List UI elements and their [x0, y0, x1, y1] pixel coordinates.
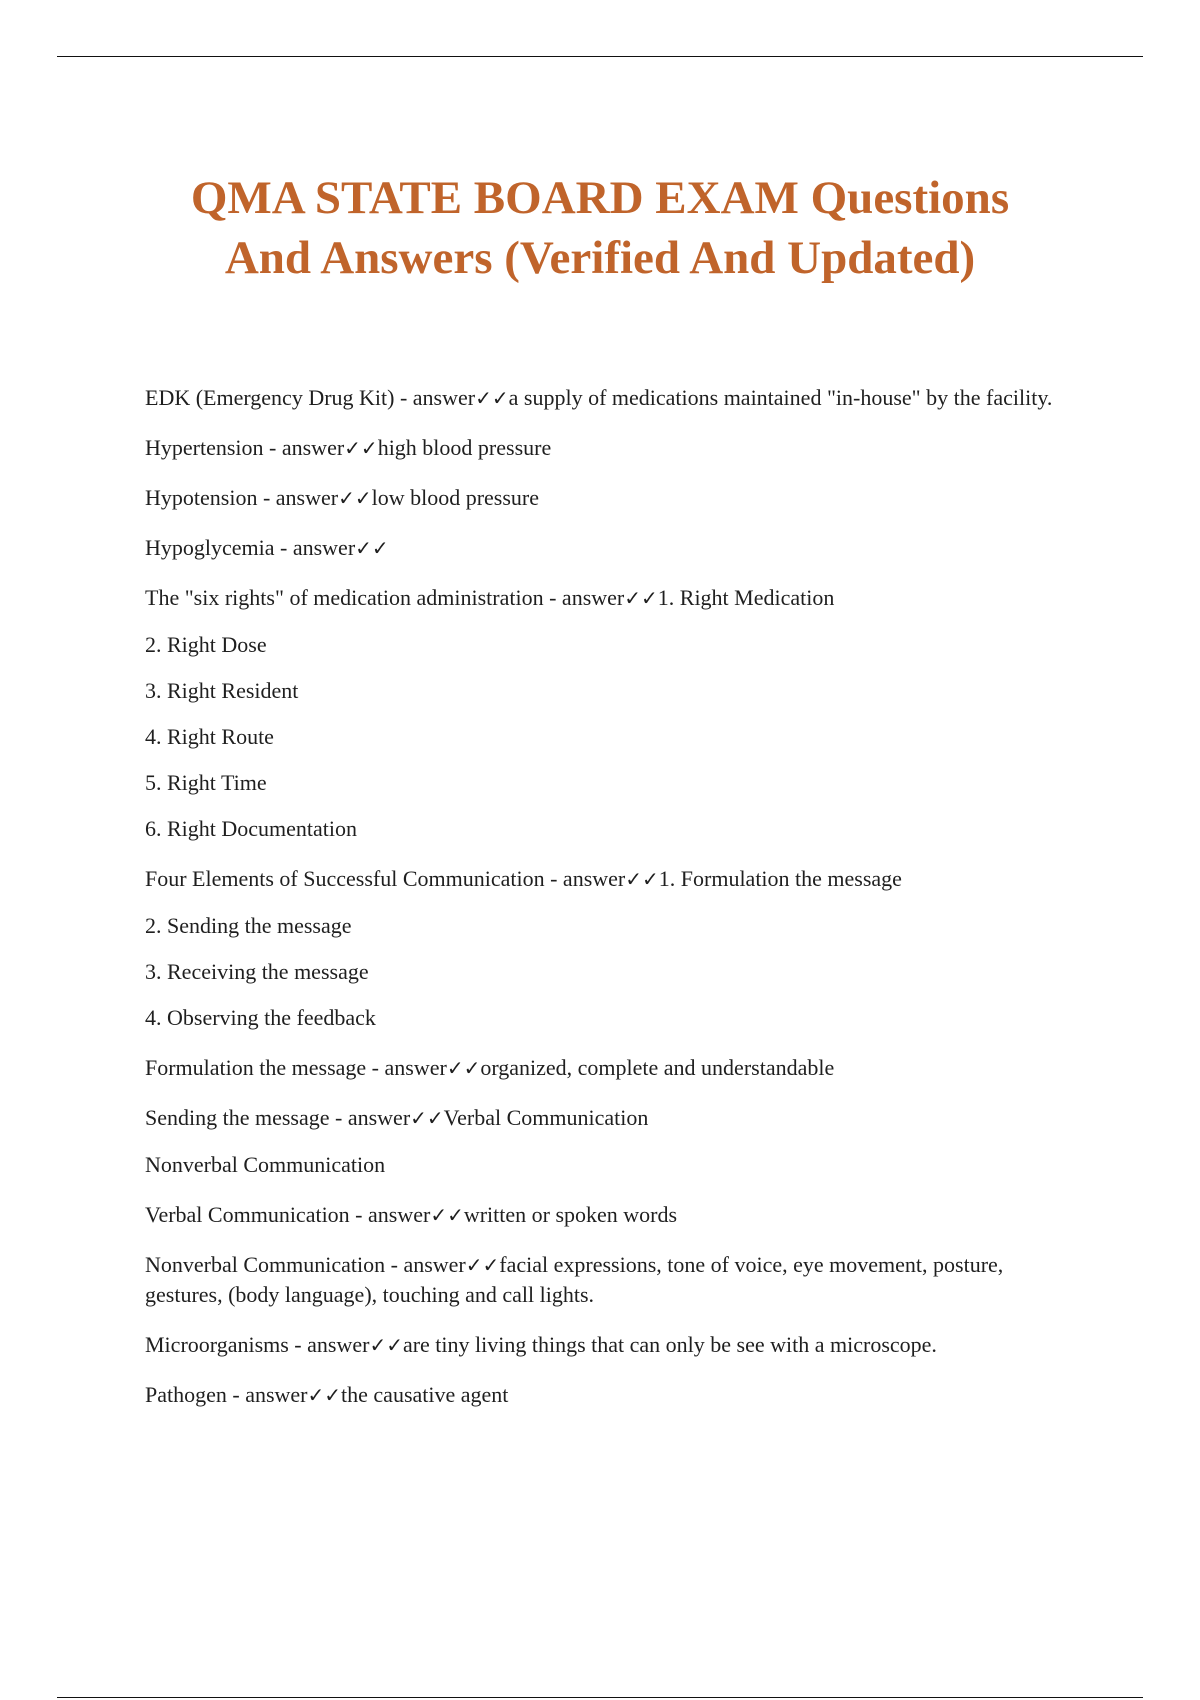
qa-answer: 1. Formulation the message: [658, 866, 902, 891]
qa-term: Microorganisms - answer: [145, 1332, 370, 1357]
checkmark-icon: ✓✓: [369, 1333, 403, 1357]
checkmark-icon: ✓✓: [446, 1056, 481, 1080]
qa-term: Pathogen - answer: [145, 1382, 308, 1407]
qa-answer: high blood pressure: [377, 435, 552, 460]
checkmark-icon: ✓✓: [410, 1106, 444, 1130]
checkmark-icon: ✓✓: [465, 1253, 500, 1277]
list-item: 5. Right Time: [145, 770, 267, 795]
list-item: 2. Right Dose: [145, 632, 267, 657]
list-item: 4. Observing the feedback: [145, 1005, 376, 1030]
qa-term: The "six rights" of medication administration - answer: [145, 585, 625, 610]
qa-answer: Verbal Communication: [443, 1105, 649, 1130]
qa-term: Verbal Communication - answer: [145, 1202, 431, 1227]
qa-answer: organized, complete and understandable: [480, 1055, 835, 1080]
checkmark-icon: ✓✓: [338, 486, 372, 510]
qa-term: Formulation the message - answer: [145, 1055, 447, 1080]
qa-answer: low blood pressure: [371, 485, 540, 510]
checkmark-icon: ✓✓: [344, 436, 378, 460]
qa-answer: written or spoken words: [463, 1202, 678, 1227]
qa-term: Hypertension - answer: [145, 435, 345, 460]
list-item: 4. Right Route: [145, 724, 274, 749]
qa-term: EDK (Emergency Drug Kit) - answer: [145, 385, 476, 410]
checkmark-icon: ✓✓: [625, 867, 659, 891]
checkmark-icon: ✓✓: [475, 386, 509, 410]
qa-entry: [145, 533, 1075, 563]
qa-term: Hypoglycemia - answer: [145, 535, 356, 560]
page-title: [150, 168, 1050, 288]
qa-answer: the causative agent: [341, 1382, 509, 1407]
qa-answer: a supply of medications maintained "in-house" by the facility.: [508, 385, 1053, 410]
checkmark-icon: ✓✓: [430, 1203, 464, 1227]
qa-term: Hypotension - answer: [145, 485, 339, 510]
qa-entry: [145, 483, 1075, 513]
qa-term: Sending the message - answer: [145, 1105, 411, 1130]
list-item: Nonverbal Communication: [145, 1152, 386, 1177]
qa-entry: [145, 1330, 1075, 1360]
qa-answer: 1. Right Medication: [657, 585, 835, 610]
top-rule: [57, 56, 1143, 57]
qa-list: [145, 383, 1075, 1410]
checkmark-icon: ✓✓: [355, 536, 389, 560]
checkmark-icon: ✓✓: [624, 586, 658, 610]
checkmark-icon: ✓✓: [307, 1383, 342, 1407]
qa-entry: [145, 1380, 1075, 1410]
qa-entry: [145, 1200, 1075, 1230]
qa-entry: [145, 383, 1075, 413]
qa-entry: [145, 864, 1075, 894]
title-line-2: And Answers (Verified And Updated): [224, 232, 976, 284]
qa-entry: [145, 1250, 1075, 1310]
list-item: 6. Right Documentation: [145, 816, 358, 841]
qa-entry: [145, 433, 1075, 463]
qa-answer: facial expressions, tone of voice, eye movement, posture, gestures, (body language), touching and call lights.: [145, 1252, 1004, 1307]
qa-entry: [145, 583, 1075, 613]
list-item: 3. Right Resident: [145, 678, 299, 703]
title-line-1: QMA STATE BOARD EXAM Questions: [190, 172, 1010, 224]
qa-entry: [145, 1103, 1075, 1133]
bottom-rule: [57, 1697, 1143, 1698]
qa-answer: are tiny living things that can only be see with a microscope.: [402, 1332, 937, 1357]
list-item: 2. Sending the message: [145, 913, 352, 938]
qa-entry: [145, 1053, 1075, 1083]
qa-term: Nonverbal Communication - answer: [145, 1252, 466, 1277]
list-item: 3. Receiving the message: [145, 959, 369, 984]
qa-term: Four Elements of Successful Communication - answer: [145, 866, 626, 891]
